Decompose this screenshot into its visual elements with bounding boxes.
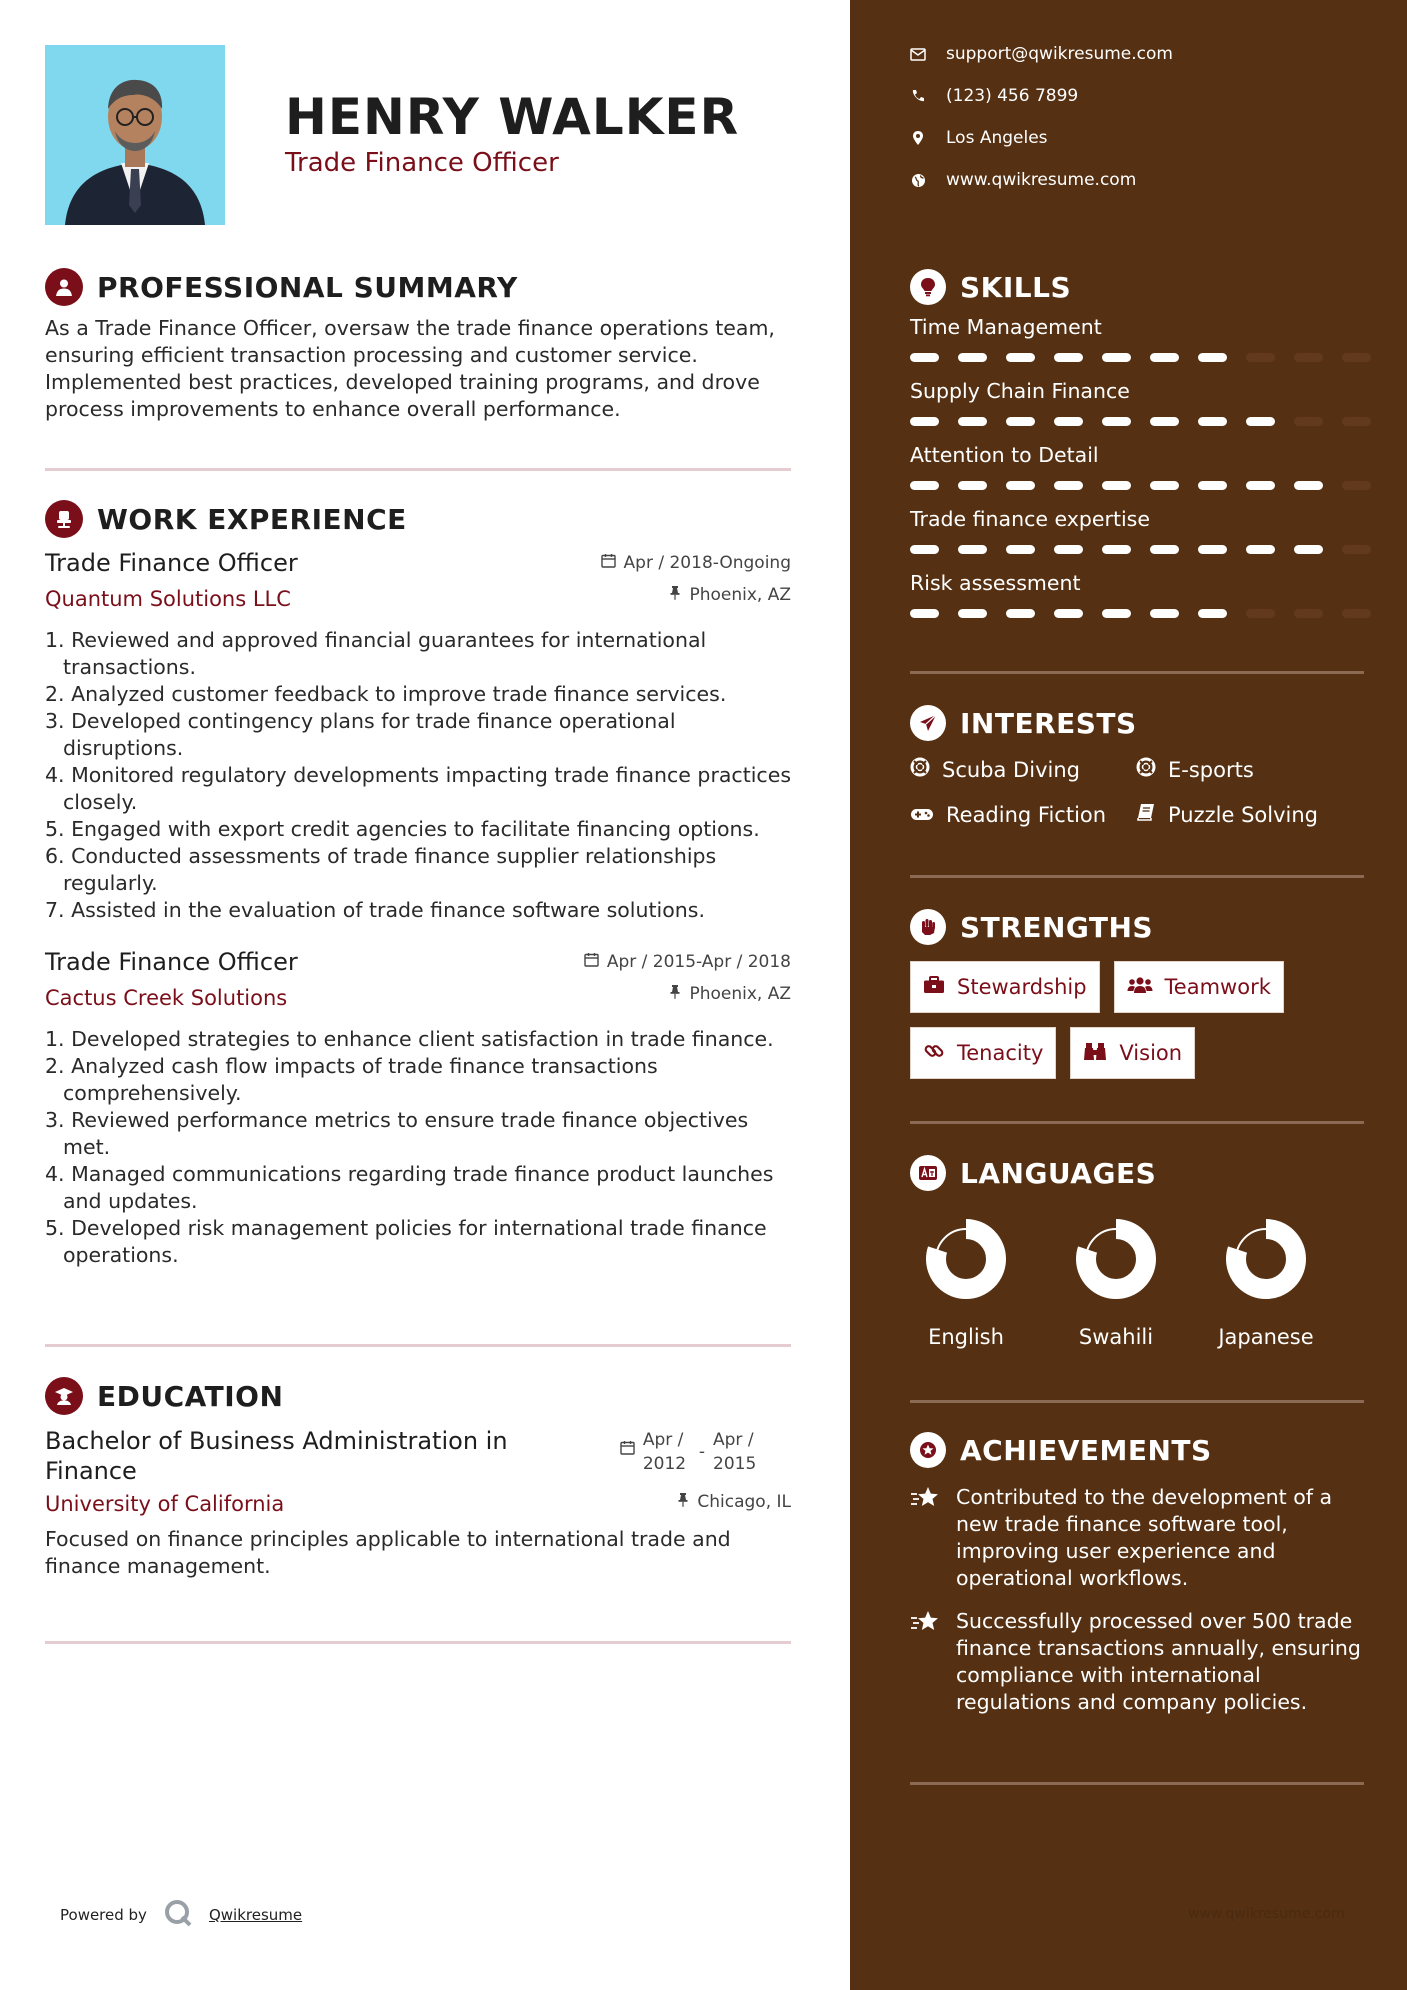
strengths-section	[910, 907, 1364, 1079]
pin-icon	[677, 1492, 689, 1512]
users-icon	[1127, 975, 1153, 999]
work-section	[45, 499, 791, 1269]
lifebuoy-icon	[910, 757, 930, 782]
skill-rating-dash	[958, 417, 987, 426]
achievement-item	[910, 1484, 1364, 1592]
interest-label: E-sports	[1168, 757, 1254, 782]
skill-rating-dash	[958, 609, 987, 618]
list-item: 4. Monitored regulatory developments impacting trade finance practices closely.	[45, 763, 791, 814]
binoculars-icon	[1083, 1041, 1107, 1066]
interest-label: Reading Fiction	[946, 802, 1107, 827]
date-separator: -	[698, 1442, 705, 1462]
skill-rating-dash	[1006, 417, 1035, 426]
skill-rating-bar	[910, 609, 1364, 619]
list-item: 2. Analyzed customer feedback to improve trade finance services.	[45, 682, 727, 706]
job-responsibilities	[45, 627, 791, 924]
skill-rating-dash	[910, 545, 939, 554]
contact-email[interactable]	[910, 44, 1173, 64]
skill-rating-dash	[1102, 481, 1131, 490]
skill-rating-dash	[958, 481, 987, 490]
language-item	[1216, 1211, 1316, 1349]
briefcase-icon	[923, 975, 945, 999]
skill-rating-dash	[910, 481, 939, 490]
contact-location	[910, 128, 1048, 148]
job-title: Trade Finance Officer	[45, 549, 298, 577]
language-label: Japanese	[1218, 1325, 1314, 1349]
skill-rating-dash	[1102, 417, 1131, 426]
interest-item	[1136, 802, 1362, 827]
calendar-icon	[620, 1440, 635, 1460]
contact-email-text: support@qwikresume.com	[946, 44, 1173, 64]
skill-rating-dash	[1054, 417, 1083, 426]
qwikresume-link[interactable]: Qwikresume	[208, 1906, 303, 1924]
strength-chip	[1114, 961, 1284, 1013]
graduate-icon	[45, 1377, 83, 1415]
skill-name: Supply Chain Finance	[910, 379, 1130, 403]
contact-phone[interactable]	[910, 86, 1078, 106]
skill-rating-dash	[1006, 481, 1035, 490]
interest-label: Scuba Diving	[942, 757, 1080, 782]
skill-rating-bar	[910, 545, 1364, 555]
star-icon	[910, 1486, 942, 1592]
list-item: 7. Assisted in the evaluation of trade finance software solutions.	[45, 898, 705, 922]
skill-rating-dash	[910, 609, 939, 618]
job-location	[669, 984, 791, 1004]
skill-rating-dash	[1342, 481, 1371, 490]
company-name: Cactus Creek Solutions	[45, 986, 288, 1010]
interests-section	[910, 703, 1364, 827]
watermark: www.qwikresume.com	[1188, 1906, 1345, 1922]
section-divider	[910, 1782, 1364, 1785]
calendar-icon	[601, 553, 616, 573]
skill-rating-dash	[1294, 353, 1323, 362]
language-ring	[918, 1211, 1014, 1307]
language-ring	[1068, 1211, 1164, 1307]
job-entry	[45, 948, 791, 1269]
skill-rating-dash	[1150, 545, 1179, 554]
skill-rating-dash	[1342, 353, 1371, 362]
work-title: WORK EXPERIENCE	[97, 502, 407, 536]
education-description: Focused on finance principles applicable to international trade and finance management.	[45, 1527, 731, 1578]
skill-item	[910, 379, 1364, 427]
skill-rating-dash	[1198, 353, 1227, 362]
achievement-item	[910, 1608, 1364, 1716]
skill-rating-bar	[910, 417, 1364, 427]
interests-title: INTERESTS	[960, 706, 1137, 740]
summary-title: PROFESSIONAL SUMMARY	[97, 270, 518, 304]
job-title: Trade Finance Officer	[45, 948, 298, 976]
star-icon	[910, 1610, 942, 1716]
skills-list	[910, 315, 1364, 619]
skills-section	[910, 267, 1364, 619]
strength-label: Teamwork	[1164, 975, 1271, 999]
skill-rating-dash	[958, 545, 987, 554]
interest-label: Puzzle Solving	[1168, 802, 1318, 827]
list-item: 5. Developed risk management policies for international trade finance operations.	[45, 1216, 767, 1267]
skill-rating-dash	[1294, 481, 1323, 490]
job-dates-text: Apr / 2018-Ongoing	[623, 553, 791, 573]
education-title: EDUCATION	[97, 1379, 284, 1413]
paper-plane-icon	[910, 705, 946, 741]
language-ring	[1218, 1211, 1314, 1307]
skill-item	[910, 443, 1364, 491]
education-section	[45, 1376, 791, 1580]
phone-icon	[910, 88, 926, 104]
medal-icon	[910, 1432, 946, 1468]
skill-rating-dash	[1246, 545, 1275, 554]
skill-rating-dash	[910, 417, 939, 426]
chair-icon	[45, 500, 83, 538]
skill-rating-dash	[1342, 545, 1371, 554]
section-divider	[45, 1641, 791, 1644]
skill-item	[910, 507, 1364, 555]
skill-rating-dash	[1342, 609, 1371, 618]
languages-section	[910, 1153, 1364, 1349]
education-start: Apr / 2012	[642, 1430, 687, 1474]
section-divider	[910, 1121, 1364, 1124]
strength-label: Tenacity	[957, 1041, 1044, 1065]
skill-rating-dash	[1006, 609, 1035, 618]
achievement-text: Contributed to the development of a new trade finance software tool, improving user experience and operational workflows.	[956, 1485, 1333, 1590]
skill-rating-dash	[1150, 353, 1179, 362]
skill-rating-dash	[1006, 545, 1035, 554]
contact-website[interactable]	[910, 170, 1136, 190]
skill-name: Trade finance expertise	[910, 507, 1150, 531]
skill-rating-dash	[1150, 417, 1179, 426]
skill-rating-dash	[1054, 545, 1083, 554]
skill-rating-dash	[1198, 417, 1227, 426]
company-name: Quantum Solutions LLC	[45, 587, 291, 611]
degree-name: Bachelor of Business Administration in Finance	[45, 1427, 508, 1485]
skill-rating-bar	[910, 353, 1364, 363]
language-label: English	[928, 1325, 1004, 1349]
achievements-title: ACHIEVEMENTS	[960, 1433, 1212, 1467]
candidate-name: HENRY WALKER	[285, 88, 740, 146]
list-item: 3. Developed contingency plans for trade finance operational disruptions.	[45, 709, 676, 760]
skill-item	[910, 315, 1364, 363]
list-item: 5. Engaged with export credit agencies to facilitate financing options.	[45, 817, 760, 841]
calendar-icon	[584, 952, 599, 972]
skill-rating-dash	[1342, 417, 1371, 426]
user-icon	[45, 268, 83, 306]
achievements-section	[910, 1430, 1364, 1716]
languages-title: LANGUAGES	[960, 1156, 1157, 1190]
skill-rating-dash	[1294, 609, 1323, 618]
skill-rating-dash	[958, 353, 987, 362]
contact-phone-text: (123) 456 7899	[946, 86, 1079, 106]
education-location-text: Chicago, IL	[697, 1492, 791, 1512]
skill-rating-dash	[1150, 609, 1179, 618]
translate-icon	[910, 1155, 946, 1191]
language-item	[916, 1211, 1016, 1349]
school-name: University of California	[45, 1492, 285, 1516]
skill-name: Risk assessment	[910, 571, 1081, 595]
languages-list	[910, 1211, 1364, 1349]
skill-rating-dash	[1246, 609, 1275, 618]
education-entry	[45, 1426, 791, 1580]
globe-icon	[910, 172, 926, 188]
job-dates	[584, 952, 791, 972]
education-end: Apr / 2015	[713, 1430, 757, 1474]
skill-rating-dash	[1294, 417, 1323, 426]
fist-icon	[910, 909, 946, 945]
footer	[60, 1898, 302, 1932]
achievement-text: Successfully processed over 500 trade finance transactions annually, ensuring compliance with international regulations and company policies.	[956, 1609, 1361, 1714]
book-icon	[1136, 802, 1156, 827]
interest-item	[910, 757, 1136, 782]
strength-chip	[910, 961, 1100, 1013]
skill-rating-dash	[910, 353, 939, 362]
skill-rating-dash	[1198, 609, 1227, 618]
skill-rating-dash	[1054, 481, 1083, 490]
link-icon	[923, 1040, 945, 1067]
strengths-list	[910, 961, 1330, 1079]
summary-section	[45, 267, 791, 423]
skill-rating-dash	[1150, 481, 1179, 490]
strength-chip	[910, 1027, 1056, 1079]
section-divider	[910, 1400, 1364, 1403]
job-responsibilities	[45, 1026, 791, 1269]
strength-label: Vision	[1119, 1041, 1183, 1065]
candidate-role: Trade Finance Officer	[285, 148, 559, 178]
list-item: 4. Managed communications regarding trade finance product launches and updates.	[45, 1162, 774, 1213]
job-location-text: Phoenix, AZ	[689, 585, 791, 605]
skills-title: SKILLS	[960, 270, 1072, 304]
contact-website-text: www.qwikresume.com	[946, 170, 1137, 190]
interest-item	[1136, 757, 1362, 782]
section-divider	[910, 671, 1364, 674]
strengths-title: STRENGTHS	[960, 910, 1154, 944]
skill-rating-dash	[1054, 609, 1083, 618]
list-item: 3. Reviewed performance metrics to ensure trade finance objectives met.	[45, 1108, 749, 1159]
skill-rating-bar	[910, 481, 1364, 491]
skill-item	[910, 571, 1364, 619]
contact-location-text: Los Angeles	[946, 128, 1048, 148]
list-item: 6. Conducted assessments of trade finance supplier relationships regularly.	[45, 844, 717, 895]
skill-name: Attention to Detail	[910, 443, 1099, 467]
education-location	[677, 1492, 791, 1512]
skill-rating-dash	[1102, 353, 1131, 362]
profile-photo	[45, 45, 225, 225]
job-entry	[45, 549, 791, 924]
pin-icon	[669, 984, 681, 1004]
language-label: Swahili	[1078, 1325, 1154, 1349]
skill-rating-dash	[1006, 353, 1035, 362]
skill-rating-dash	[1246, 353, 1275, 362]
powered-by-label: Powered by	[60, 1906, 147, 1924]
interests-list	[910, 757, 1364, 827]
gamepad-icon	[910, 803, 934, 827]
location-icon	[910, 130, 926, 146]
interest-item	[910, 802, 1136, 827]
lightbulb-icon	[910, 269, 946, 305]
list-item: 1. Developed strategies to enhance client satisfaction in trade finance.	[45, 1027, 774, 1051]
skill-rating-dash	[1246, 417, 1275, 426]
strength-label: Stewardship	[957, 975, 1087, 999]
skill-rating-dash	[1102, 609, 1131, 618]
skill-rating-dash	[1294, 545, 1323, 554]
skill-rating-dash	[1054, 353, 1083, 362]
summary-text: As a Trade Finance Officer, oversaw the trade finance operations team, ensuring efficient transaction processing and customer service. Implemented best practices, developed training programs, and drove process improvements to enhance overall performance.	[45, 316, 775, 421]
job-location-text: Phoenix, AZ	[689, 984, 791, 1004]
qwikresume-logo-icon	[163, 1898, 193, 1932]
language-item	[1066, 1211, 1166, 1349]
list-item: 1. Reviewed and approved financial guarantees for international transactions.	[45, 628, 707, 679]
skill-name: Time Management	[910, 315, 1102, 339]
lifebuoy-icon	[1136, 757, 1156, 782]
skill-rating-dash	[1102, 545, 1131, 554]
section-divider	[910, 875, 1364, 878]
section-divider	[45, 468, 791, 471]
skill-rating-dash	[1198, 481, 1227, 490]
pin-icon	[669, 585, 681, 605]
envelope-icon	[910, 46, 926, 62]
section-divider	[45, 1344, 791, 1347]
job-location	[669, 585, 791, 605]
job-dates-text: Apr / 2015-Apr / 2018	[606, 952, 791, 972]
skill-rating-dash	[1198, 545, 1227, 554]
skill-rating-dash	[1246, 481, 1275, 490]
education-dates	[620, 1428, 761, 1476]
strength-chip	[1070, 1027, 1195, 1079]
job-dates	[601, 553, 791, 573]
list-item: 2. Analyzed cash flow impacts of trade finance transactions comprehensively.	[45, 1054, 658, 1105]
